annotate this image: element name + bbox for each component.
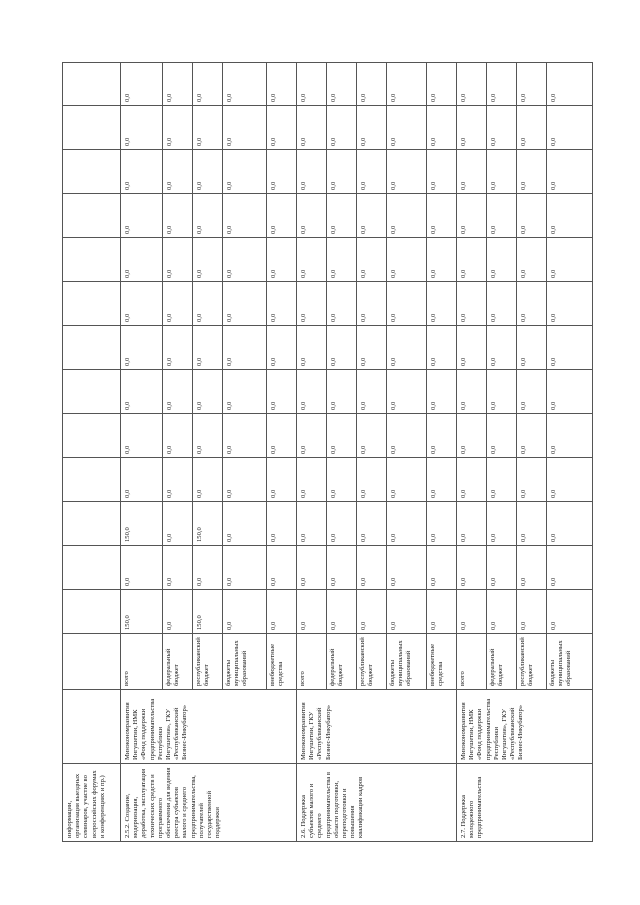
amount-cell: 0,0 (327, 150, 357, 194)
amount-cell: 0,0 (387, 63, 427, 106)
amount-cell: 0,0 (427, 194, 457, 238)
amount-cell: 0,0 (163, 590, 193, 634)
amount-cell: 0,0 (547, 590, 593, 634)
amount-cell: 0,0 (387, 282, 427, 326)
amount-cell: 0,0 (357, 282, 387, 326)
amount-cell (63, 106, 121, 150)
amount-cell: 0,0 (297, 414, 327, 458)
amount-cell: 0,0 (223, 370, 267, 414)
amount-cell: 0,0 (457, 590, 487, 634)
amount-cell: 0,0 (267, 194, 297, 238)
amount-cell: 0,0 (487, 370, 517, 414)
amount-cell: 0,0 (427, 546, 457, 590)
amount-cell: 0,0 (387, 590, 427, 634)
amount-cell: 0,0 (517, 194, 547, 238)
amount-cell (63, 414, 121, 458)
amount-cell: 0,0 (357, 414, 387, 458)
amount-cell: 0,0 (193, 370, 223, 414)
amount-cell: 0,0 (121, 326, 163, 370)
measure-name-cell: 2.6. Поддержка субъектов малого и среднего предпринимательства в области подготовки, переподготовки и повышения квалификации кадров (297, 764, 457, 842)
amount-cell: 0,0 (387, 546, 427, 590)
funding-source-cell: бюджеты муниципальных образований (547, 634, 593, 690)
amount-cell: 0,0 (387, 370, 427, 414)
amount-cell: 0,0 (223, 282, 267, 326)
amount-cell: 0,0 (193, 150, 223, 194)
amount-cell: 150,0 (121, 502, 163, 546)
amount-cell: 0,0 (297, 238, 327, 282)
amount-cell: 0,0 (357, 370, 387, 414)
amount-cell: 0,0 (267, 238, 297, 282)
amount-cell: 0,0 (193, 546, 223, 590)
executor-cell (63, 690, 121, 764)
amount-cell: 0,0 (163, 326, 193, 370)
amount-cell: 0,0 (327, 590, 357, 634)
amount-cell: 0,0 (327, 502, 357, 546)
amount-cell: 0,0 (163, 414, 193, 458)
amount-cell: 0,0 (327, 326, 357, 370)
amount-cell: 0,0 (267, 546, 297, 590)
amount-cell (63, 282, 121, 326)
amount-cell: 0,0 (193, 414, 223, 458)
amount-cell: 0,0 (547, 106, 593, 150)
executor-cell: Минэкономразвития Ингушетии, ГКУ «Республиканский Бизнес-Инкубатор» (297, 690, 457, 764)
amount-cell: 0,0 (327, 458, 357, 502)
funding-source-cell: бюджеты муниципальных образований (387, 634, 427, 690)
amount-cell: 0,0 (121, 546, 163, 590)
amount-cell: 0,0 (267, 63, 297, 106)
rotated-table-wrapper (62, 62, 573, 842)
amount-cell: 0,0 (267, 590, 297, 634)
executor-cell: Минэкономразвития Ингушетии, НМК «Фонд поддержки предпринимательства Республики Ингушетия», ГКУ «Республиканский Бизнес-Инкубатор» (457, 690, 593, 764)
amount-cell: 0,0 (297, 370, 327, 414)
amount-cell: 0,0 (487, 414, 517, 458)
amount-cell: 0,0 (163, 546, 193, 590)
amount-cell: 0,0 (487, 458, 517, 502)
amount-cell: 0,0 (547, 458, 593, 502)
amount-cell: 0,0 (193, 282, 223, 326)
amount-cell: 0,0 (357, 194, 387, 238)
amount-cell: 0,0 (517, 590, 547, 634)
amount-cell: 0,0 (193, 238, 223, 282)
amount-cell: 0,0 (427, 106, 457, 150)
amount-cell: 0,0 (547, 282, 593, 326)
amount-cell: 0,0 (297, 194, 327, 238)
amount-cell: 0,0 (427, 326, 457, 370)
amount-cell: 0,0 (193, 63, 223, 106)
amount-cell: 0,0 (193, 326, 223, 370)
amount-cell: 0,0 (223, 546, 267, 590)
amount-cell: 0,0 (457, 238, 487, 282)
amount-cell: 0,0 (387, 150, 427, 194)
amount-cell: 0,0 (547, 326, 593, 370)
amount-cell: 0,0 (163, 106, 193, 150)
amount-cell: 0,0 (547, 150, 593, 194)
amount-cell: 0,0 (297, 502, 327, 546)
amount-cell: 0,0 (223, 590, 267, 634)
amount-cell: 150,0 (193, 502, 223, 546)
amount-cell: 0,0 (163, 194, 193, 238)
amount-cell: 0,0 (121, 458, 163, 502)
measure-name-cell: 2.5.2. Создание, модернизация, доработка, эксплуатация технических средств и программного обеспечения для ведения реестра субъектов малого и среднего предпринимательства, получателей государственной поддержки (121, 764, 297, 842)
amount-cell: 0,0 (327, 282, 357, 326)
table-row (297, 63, 327, 842)
amount-cell: 0,0 (427, 414, 457, 458)
amount-cell: 0,0 (457, 282, 487, 326)
amount-cell: 0,0 (297, 106, 327, 150)
amount-cell: 0,0 (163, 63, 193, 106)
amount-cell: 0,0 (223, 194, 267, 238)
amount-cell: 0,0 (357, 546, 387, 590)
amount-cell: 0,0 (457, 414, 487, 458)
amount-cell: 0,0 (163, 370, 193, 414)
amount-cell: 0,0 (357, 238, 387, 282)
amount-cell: 0,0 (327, 370, 357, 414)
amount-cell: 0,0 (517, 282, 547, 326)
amount-cell: 0,0 (297, 590, 327, 634)
amount-cell: 0,0 (193, 458, 223, 502)
amount-cell: 0,0 (487, 106, 517, 150)
amount-cell: 0,0 (223, 106, 267, 150)
amount-cell: 0,0 (387, 414, 427, 458)
table-row (457, 63, 487, 842)
amount-cell: 0,0 (327, 194, 357, 238)
amount-cell: 0,0 (487, 150, 517, 194)
amount-cell (63, 370, 121, 414)
amount-cell: 150,0 (121, 590, 163, 634)
amount-cell (63, 63, 121, 106)
amount-cell: 0,0 (223, 326, 267, 370)
amount-cell: 0,0 (121, 370, 163, 414)
amount-cell: 0,0 (163, 150, 193, 194)
funding-source-cell: внебюджетные средства (267, 634, 297, 690)
amount-cell: 0,0 (547, 194, 593, 238)
amount-cell: 0,0 (387, 326, 427, 370)
amount-cell: 0,0 (121, 63, 163, 106)
amount-cell (63, 590, 121, 634)
amount-cell: 0,0 (547, 414, 593, 458)
amount-cell: 0,0 (357, 502, 387, 546)
amount-cell: 0,0 (517, 150, 547, 194)
amount-cell: 0,0 (121, 194, 163, 238)
amount-cell (63, 502, 121, 546)
amount-cell: 0,0 (547, 370, 593, 414)
amount-cell: 0,0 (327, 238, 357, 282)
amount-cell: 0,0 (121, 150, 163, 194)
amount-cell: 0,0 (357, 590, 387, 634)
amount-cell (63, 150, 121, 194)
amount-cell: 0,0 (517, 546, 547, 590)
amount-cell: 0,0 (427, 370, 457, 414)
amount-cell: 0,0 (457, 106, 487, 150)
amount-cell: 0,0 (163, 238, 193, 282)
amount-cell: 0,0 (427, 238, 457, 282)
amount-cell: 0,0 (457, 370, 487, 414)
funding-source-cell: республиканский бюджет (357, 634, 387, 690)
amount-cell: 0,0 (487, 194, 517, 238)
amount-cell: 0,0 (547, 502, 593, 546)
amount-cell (63, 546, 121, 590)
amount-cell: 0,0 (387, 106, 427, 150)
funding-source-cell: бюджеты муниципальных образований (223, 634, 267, 690)
funding-source-cell: внебюджетные средства (427, 634, 457, 690)
measure-name-cell: 2.7. Поддержка молодежного предпринимательства (457, 764, 593, 842)
amount-cell: 0,0 (487, 326, 517, 370)
amount-cell: 0,0 (327, 106, 357, 150)
amount-cell: 0,0 (357, 106, 387, 150)
table-row (63, 63, 121, 842)
amount-cell: 0,0 (223, 63, 267, 106)
amount-cell: 0,0 (547, 238, 593, 282)
amount-cell: 0,0 (387, 194, 427, 238)
measure-name-cell: информации, организация выездных семинаров, участие во всероссийских форумах и конференциях и пр.) (63, 764, 121, 842)
amount-cell: 0,0 (223, 458, 267, 502)
amount-cell: 0,0 (517, 370, 547, 414)
amount-cell: 0,0 (121, 282, 163, 326)
amount-cell: 0,0 (427, 150, 457, 194)
amount-cell: 0,0 (547, 546, 593, 590)
amount-cell: 0,0 (357, 458, 387, 502)
amount-cell: 0,0 (457, 326, 487, 370)
funding-source-cell: республиканский бюджет (517, 634, 547, 690)
amount-cell: 0,0 (427, 63, 457, 106)
amount-cell (63, 238, 121, 282)
amount-cell: 0,0 (193, 194, 223, 238)
amount-cell (63, 458, 121, 502)
amount-cell: 0,0 (223, 414, 267, 458)
amount-cell: 0,0 (517, 458, 547, 502)
amount-cell: 0,0 (163, 282, 193, 326)
amount-cell: 0,0 (517, 106, 547, 150)
amount-cell: 0,0 (163, 458, 193, 502)
funding-source-cell: федеральный бюджет (487, 634, 517, 690)
amount-cell: 0,0 (427, 458, 457, 502)
amount-cell: 0,0 (487, 546, 517, 590)
funding-source-cell: всего (297, 634, 327, 690)
amount-cell: 0,0 (387, 502, 427, 546)
funding-source-cell: республиканский бюджет (193, 634, 223, 690)
amount-cell: 0,0 (457, 458, 487, 502)
amount-cell: 150,0 (193, 590, 223, 634)
amount-cell: 0,0 (267, 326, 297, 370)
amount-cell: 0,0 (121, 414, 163, 458)
table-body (63, 63, 593, 842)
funding-source-cell: всего (457, 634, 487, 690)
amount-cell: 0,0 (297, 326, 327, 370)
amount-cell: 0,0 (357, 150, 387, 194)
amount-cell: 0,0 (223, 502, 267, 546)
amount-cell: 0,0 (457, 63, 487, 106)
amount-cell: 0,0 (427, 502, 457, 546)
amount-cell: 0,0 (267, 282, 297, 326)
amount-cell: 0,0 (487, 502, 517, 546)
amount-cell: 0,0 (387, 458, 427, 502)
amount-cell: 0,0 (517, 414, 547, 458)
amount-cell: 0,0 (297, 63, 327, 106)
amount-cell: 0,0 (517, 238, 547, 282)
amount-cell: 0,0 (457, 194, 487, 238)
funding-source-cell: всего (121, 634, 163, 690)
amount-cell: 0,0 (267, 502, 297, 546)
amount-cell: 0,0 (267, 414, 297, 458)
amount-cell: 0,0 (267, 150, 297, 194)
amount-cell: 0,0 (357, 63, 387, 106)
amount-cell: 0,0 (267, 458, 297, 502)
amount-cell: 0,0 (297, 282, 327, 326)
amount-cell: 0,0 (427, 590, 457, 634)
amount-cell: 0,0 (487, 238, 517, 282)
amount-cell: 0,0 (427, 282, 457, 326)
funding-source-cell (63, 634, 121, 690)
table-row (121, 63, 163, 842)
amount-cell: 0,0 (327, 63, 357, 106)
amount-cell: 0,0 (163, 502, 193, 546)
amount-cell: 0,0 (121, 106, 163, 150)
amount-cell: 0,0 (193, 106, 223, 150)
amount-cell: 0,0 (487, 590, 517, 634)
amount-cell: 0,0 (327, 414, 357, 458)
financing-table (62, 62, 593, 842)
amount-cell: 0,0 (267, 106, 297, 150)
amount-cell: 0,0 (223, 238, 267, 282)
amount-cell (63, 326, 121, 370)
amount-cell: 0,0 (457, 150, 487, 194)
amount-cell: 0,0 (297, 458, 327, 502)
executor-cell: Минэкономразвития Ингушетии, НМК «Фонд поддержки предпринимательства Республики Ингушетия», ГКУ «Республиканский Бизнес-Инкубатор» (121, 690, 297, 764)
funding-source-cell: федеральный бюджет (163, 634, 193, 690)
amount-cell: 0,0 (487, 282, 517, 326)
amount-cell: 0,0 (297, 150, 327, 194)
amount-cell: 0,0 (547, 63, 593, 106)
amount-cell: 0,0 (223, 150, 267, 194)
amount-cell: 0,0 (327, 546, 357, 590)
funding-source-cell: федеральный бюджет (327, 634, 357, 690)
amount-cell: 0,0 (267, 370, 297, 414)
amount-cell: 0,0 (457, 502, 487, 546)
amount-cell: 0,0 (517, 326, 547, 370)
amount-cell: 0,0 (457, 546, 487, 590)
amount-cell: 0,0 (121, 238, 163, 282)
amount-cell: 0,0 (357, 326, 387, 370)
amount-cell: 0,0 (297, 546, 327, 590)
amount-cell: 0,0 (387, 238, 427, 282)
amount-cell: 0,0 (487, 63, 517, 106)
amount-cell: 0,0 (517, 63, 547, 106)
amount-cell: 0,0 (517, 502, 547, 546)
amount-cell (63, 194, 121, 238)
